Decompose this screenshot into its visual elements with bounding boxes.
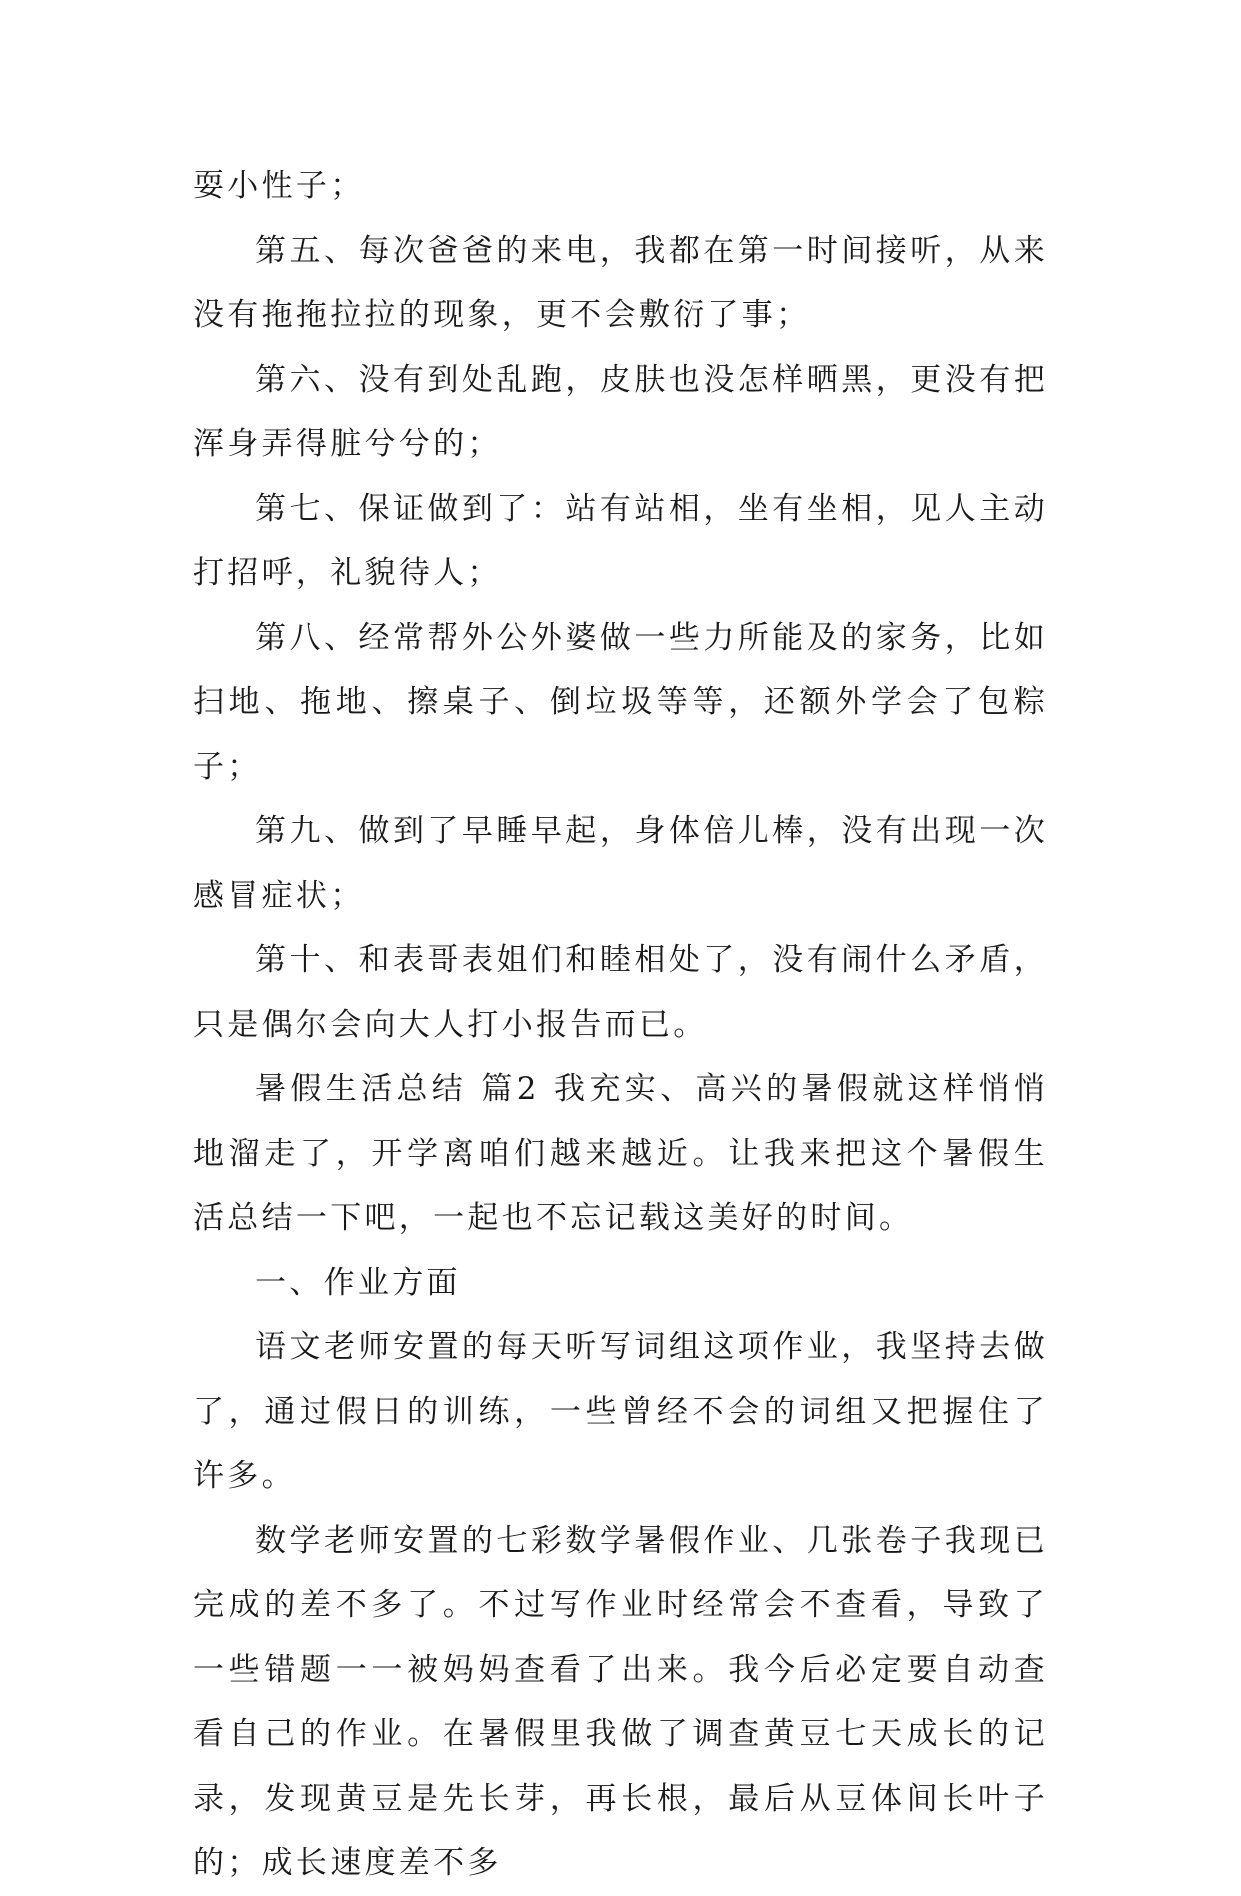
paragraph-item-6: 第六、没有到处乱跑，皮肤也没怎样晒黑，更没有把浑身弄得脏兮兮的；	[193, 361, 1048, 462]
paragraph-item-7: 第七、保证做到了：站有站相，坐有坐相，见人主动打招呼，礼貌待人；	[193, 490, 1048, 591]
section-heading-homework: 一、作业方面	[255, 1264, 461, 1301]
paragraph-continuation: 耍小性子；	[193, 168, 365, 204]
paragraph-item-10: 第十、和表哥表姐们和睦相处了，没有闹什么矛盾，只是偶尔会向大人打小报告而已。	[193, 942, 1048, 1043]
paragraph-item-9: 第九、做到了早睡早起，身体倍儿棒，没有出现一次感冒症状；	[193, 813, 1048, 914]
paragraph-chinese-homework: 语文老师安置的每天听写词组这项作业，我坚持去做了，通过假日的训练，一些曾经不会的词组又把握住了许多。	[193, 1329, 1048, 1494]
paragraph-item-5: 第五、每次爸爸的来电，我都在第一时间接听，从来没有拖拖拉拉的现象，更不会敷衍了事；	[193, 232, 1048, 333]
paragraph-item-8: 第八、经常帮外公外婆做一些力所能及的家务，比如扫地、拖地、擦桌子、倒垃圾等等，还额外学会了包粽子；	[193, 619, 1048, 785]
document-body	[193, 154, 1048, 1896]
paragraph-math-homework: 数学老师安置的七彩数学暑假作业、几张卷子我现已完成的差不多了。不过写作业时经常会不查看，导致了一些错题一一被妈妈查看了出来。我今后必定要自动查看自己的作业。在暑假里我做了调查黄豆七天成长的记录，发现黄豆是先长芽，再长根，最后从豆体间长叶子的；成长速度差不多	[193, 1522, 1048, 1881]
paragraph-section-2-intro: 暑假生活总结 篇2 我充实、高兴的暑假就这样悄悄地溜走了，开学离咱们越来越近。让我来把这个暑假生活总结一下吧，一起也不忘记载这美好的时间。	[193, 1071, 1048, 1236]
